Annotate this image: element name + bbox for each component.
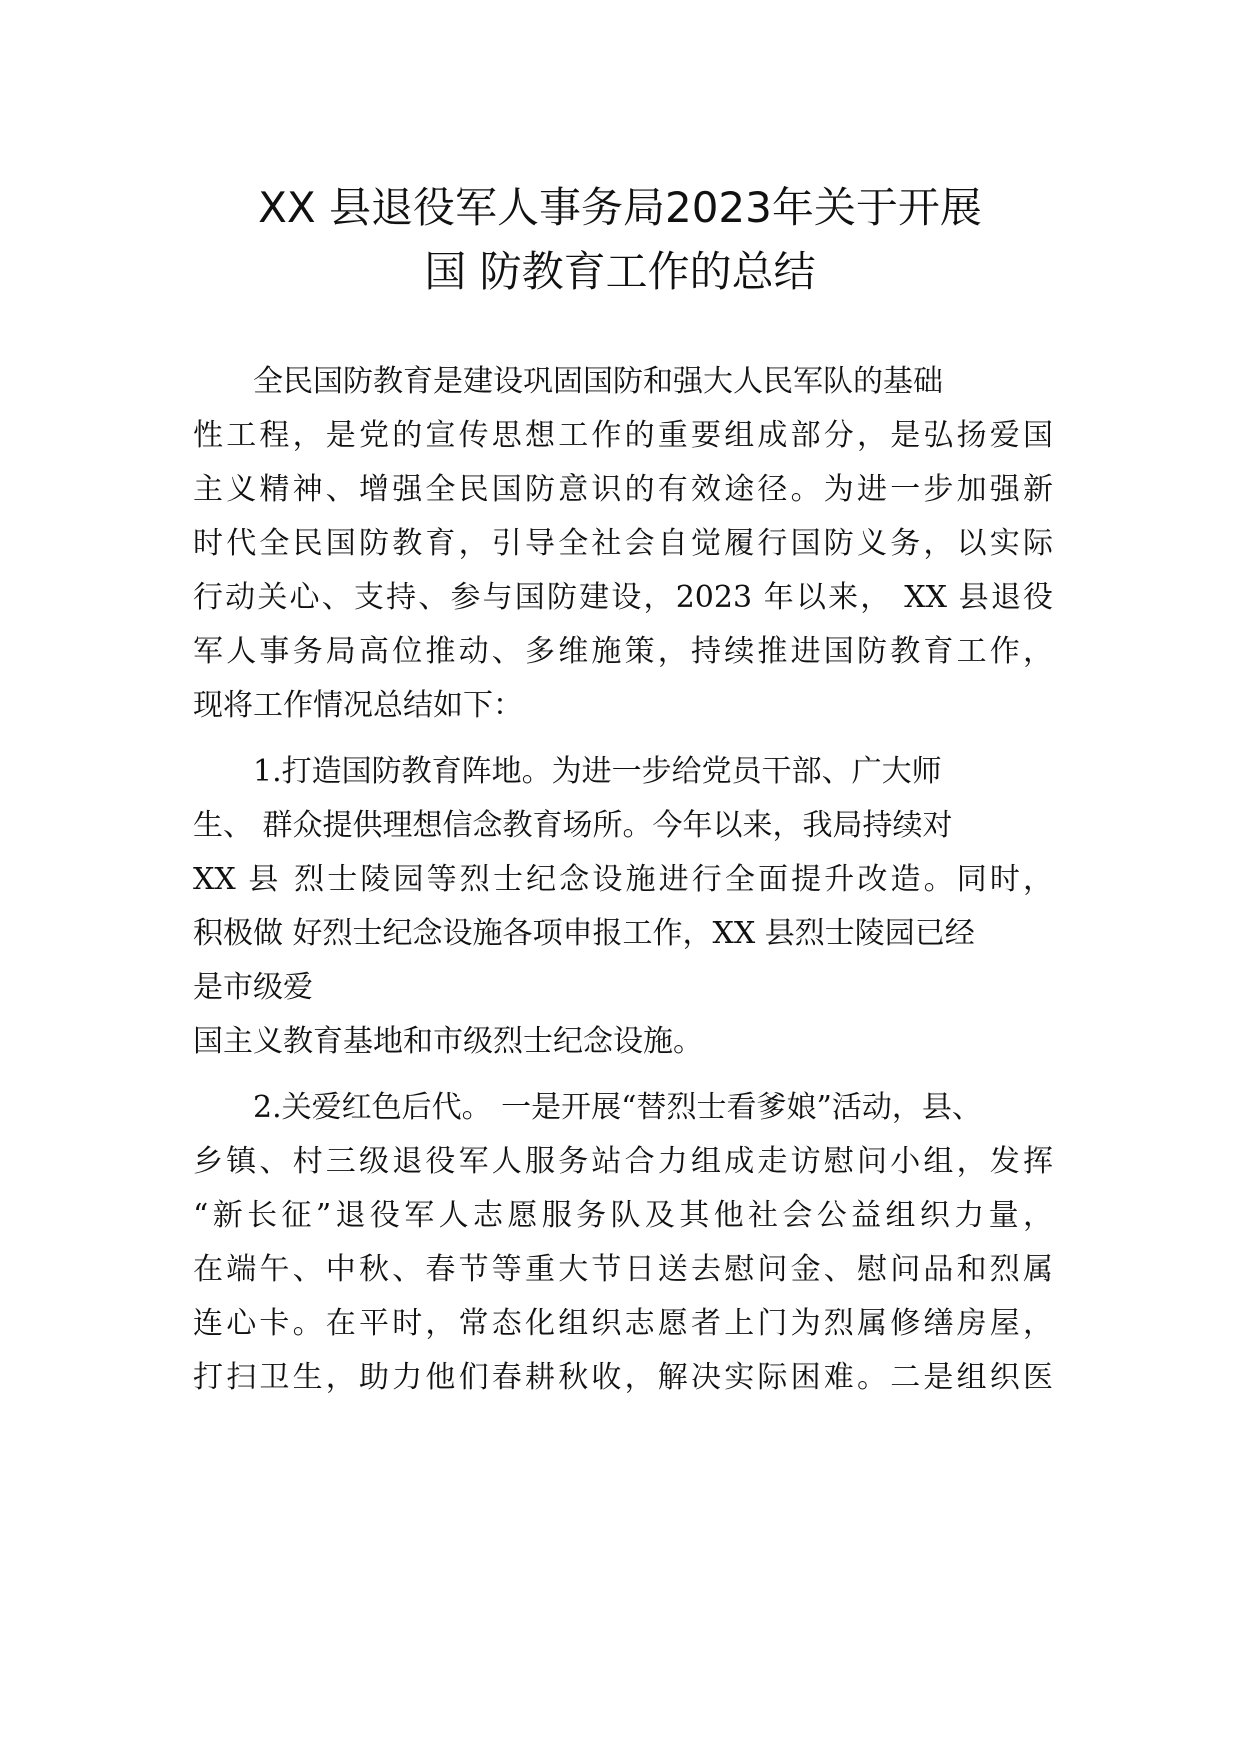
paragraph-2-line-4: 积极做 好烈士纪念设施各项申报工作，XX 县烈士陵园已经 (193, 916, 975, 951)
paragraph-3-line-1: 2.关爱红色后代。 一是开展“替烈士看爹娘”活动，县、 (253, 1090, 982, 1125)
paragraph-1-line-6: 军人事务局高位推动、多维施策，持续推进国防教育工作， (193, 634, 1053, 669)
paragraph-2-line-6: 国主义教育基地和市级烈士纪念设施。 (193, 1024, 703, 1059)
paragraph-1-line-2: 性工程，是党的宣传思想工作的重要组成部分，是弘扬爱国 (193, 418, 1053, 453)
paragraph-1-line-7: 现将工作情况总结如下： (193, 688, 523, 723)
paragraph-2-line-2: 生、 群众提供理想信念教育场所。今年以来，我局持续对 (193, 808, 953, 843)
paragraph-2-line-3: XX 县 烈士陵园等烈士纪念设施进行全面提升改造。同时， (193, 862, 1053, 897)
paragraph-3-line-4: 在端午、中秋、春节等重大节日送去慰问金、慰问品和烈属 (193, 1252, 1053, 1287)
document-title-line-1: XX 县退役军人事务局2023年关于开展 (258, 183, 982, 232)
paragraph-1-line-1: 全民国防教育是建设巩固国防和强大人民军队的基础 (253, 364, 943, 399)
paragraph-3-line-2: 乡镇、村三级退役军人服务站合力组成走访慰问小组，发挥 (193, 1144, 1053, 1179)
paragraph-2-line-5: 是市级爱 (193, 970, 313, 1005)
paragraph-1-line-3: 主义精神、增强全民国防意识的有效途径。为进一步加强新 (193, 472, 1053, 507)
paragraph-3-line-5: 连心卡。在平时，常态化组织志愿者上门为烈属修缮房屋， (193, 1306, 1053, 1341)
paragraph-3-line-3: “新长征”退役军人志愿服务队及其他社会公益组织力量， (193, 1198, 1053, 1233)
document-title-line-2: 国 防教育工作的总结 (424, 247, 816, 296)
paragraph-1-line-5: 行动关心、支持、参与国防建设，2023 年以来， XX 县退役 (193, 580, 1053, 615)
paragraph-2-line-1: 1.打造国防教育阵地。为进一步给党员干部、广大师 (253, 754, 942, 789)
paragraph-1-line-4: 时代全民国防教育，引导全社会自觉履行国防义务，以实际 (193, 526, 1053, 561)
paragraph-3-line-6: 打扫卫生，助力他们春耕秋收，解决实际困难。二是组织医 (193, 1360, 1053, 1395)
